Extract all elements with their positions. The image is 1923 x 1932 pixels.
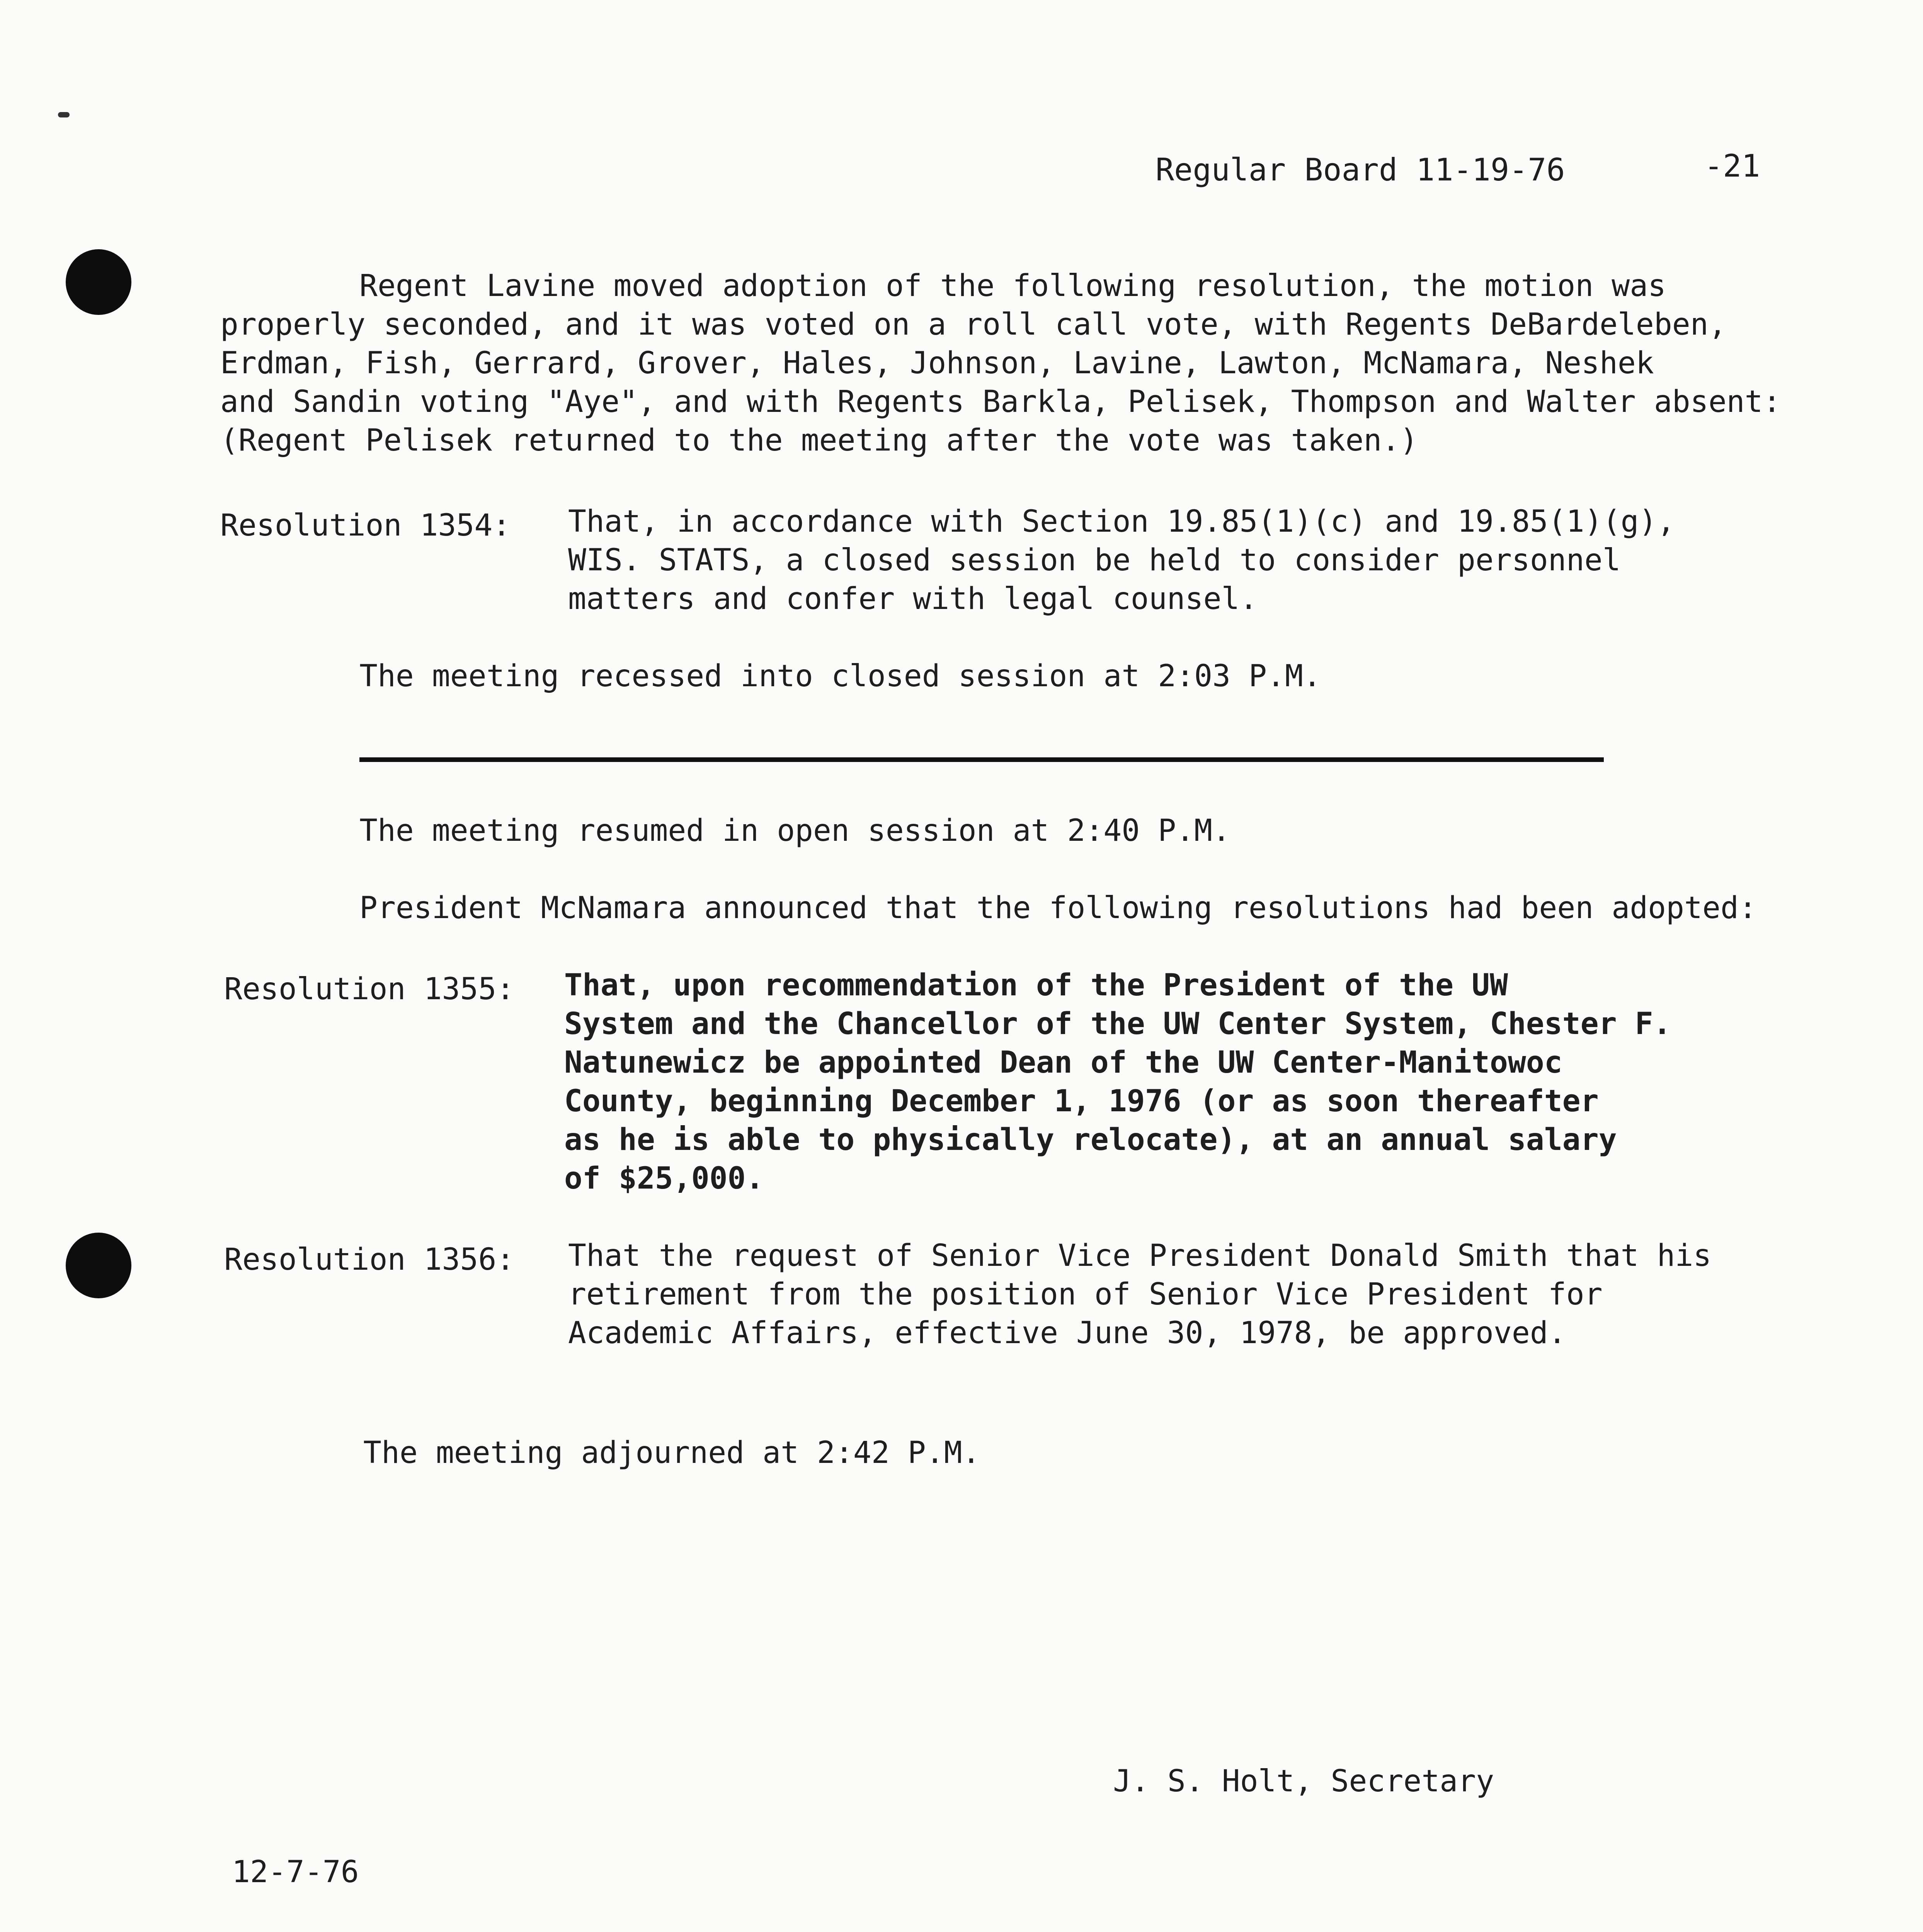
punch-hole-top xyxy=(66,249,131,315)
adjourn-text: The meeting adjourned at 2:42 P.M. xyxy=(363,1435,980,1470)
resolution-1355-line: County, beginning December 1, 1976 (or as soon thereafter xyxy=(564,1084,1599,1119)
resolution-1355-line: That, upon recommendation of the President of the UW xyxy=(564,968,1508,1003)
intro-line: properly seconded, and it was voted on a roll call vote, with Regents DeBardeleben, xyxy=(220,307,1727,342)
resolution-1356-label: Resolution 1356: xyxy=(224,1242,515,1277)
announcement-text: President McNamara announced that the following resolutions had been adopted: xyxy=(359,891,1757,925)
resolution-1355-line: System and the Chancellor of the UW Center System, Chester F. xyxy=(564,1007,1671,1041)
resolution-1354-label: Resolution 1354: xyxy=(220,508,511,543)
resolution-1355-label: Resolution 1355: xyxy=(224,972,515,1007)
secretary-signature: J. S. Holt, Secretary xyxy=(1113,1764,1494,1799)
recess-text: The meeting recessed into closed session at 2:03 P.M. xyxy=(359,659,1321,694)
intro-line: Erdman, Fish, Gerrard, Grover, Hales, Johnson, Lavine, Lawton, McNamara, Neshek xyxy=(220,346,1654,381)
separator-rule xyxy=(359,757,1604,762)
resolution-1355-line: as he is able to physically relocate), at an annual salary xyxy=(564,1122,1617,1157)
resolution-1355-line: of $25,000. xyxy=(564,1161,764,1196)
document-date: 12-7-76 xyxy=(232,1855,359,1889)
resolution-1356-line: That the request of Senior Vice President Donald Smith that his xyxy=(568,1238,1712,1273)
intro-line: Regent Lavine moved adoption of the following resolution, the motion was xyxy=(359,269,1666,303)
intro-paragraph xyxy=(220,267,1781,460)
punch-hole-middle xyxy=(66,1233,131,1298)
resolution-1355-body xyxy=(564,966,1671,1198)
resolution-1356-line: retirement from the position of Senior Vice President for xyxy=(568,1277,1603,1312)
resolution-1354-line: WIS. STATS, a closed session be held to consider personnel xyxy=(568,543,1621,578)
resolution-1355-line: Natunewicz be appointed Dean of the UW Center-Manitowoc xyxy=(564,1045,1562,1080)
resolution-1356-line: Academic Affairs, effective June 30, 1978, be approved. xyxy=(568,1316,1566,1350)
resume-text: The meeting resumed in open session at 2:40 P.M. xyxy=(359,813,1231,848)
intro-line: (Regent Pelisek returned to the meeting after the vote was taken.) xyxy=(220,423,1418,458)
intro-line: and Sandin voting "Aye", and with Regents Barkla, Pelisek, Thompson and Walter absent: xyxy=(220,384,1781,419)
resolution-1354-body xyxy=(568,502,1675,618)
resolution-1354-line: That, in accordance with Section 19.85(1)(c) and 19.85(1)(g), xyxy=(568,504,1675,539)
page-number: -21 xyxy=(1704,148,1760,184)
resolution-1356-body xyxy=(568,1236,1711,1352)
resolution-1354-line: matters and confer with legal counsel. xyxy=(568,582,1258,616)
scan-speck xyxy=(58,112,70,117)
page-header: Regular Board 11-19-76 xyxy=(1156,152,1565,188)
